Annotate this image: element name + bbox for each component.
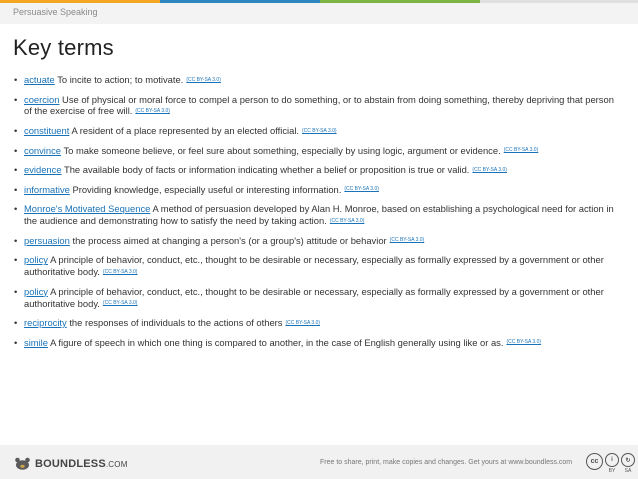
- license-link[interactable]: (CC BY-SA 3.0): [506, 339, 542, 346]
- bullet-icon: •: [14, 183, 18, 195]
- share-alike-icon: ↻: [621, 453, 635, 467]
- license-link[interactable]: (CC BY-SA 3.0): [503, 147, 539, 154]
- bullet-icon: •: [14, 164, 18, 176]
- bullet-icon: •: [14, 74, 18, 85]
- term-definition: A method of persuasion developed by Alan H. Monroe, based on establishing a psychological need for action in the audience and demonstrating how to satisfy the need by taking action.: [24, 203, 614, 227]
- term-word-link[interactable]: actuate: [24, 74, 55, 85]
- term-word-link[interactable]: policy: [24, 254, 48, 266]
- term-word-link[interactable]: coercion: [24, 93, 60, 105]
- license-link[interactable]: (CC BY-SA 3.0): [102, 268, 138, 275]
- cc-badge: [605, 453, 619, 474]
- term-item: [14, 125, 614, 137]
- bullet-icon: •: [14, 254, 18, 266]
- footer: [0, 445, 638, 479]
- cc-badge: [586, 453, 603, 470]
- boundless-bear-icon: [14, 457, 31, 470]
- cc-badge-label: SA: [624, 468, 632, 474]
- term-definition: To make someone believe, or feel sure about something, especially by using logic, argument or evidence.: [63, 144, 501, 156]
- page-title: Key terms: [13, 35, 114, 60]
- bullet-icon: •: [14, 285, 18, 297]
- accent-stripe-gray: [480, 0, 638, 3]
- term-item: [14, 145, 614, 157]
- accent-stripe-orange: [0, 0, 160, 3]
- term-definition: Use of physical or moral force to compel a person to do something, or to abstain from doing something, thereby depriving that person of the exercise of free will.: [24, 93, 614, 117]
- accent-stripe-blue: [160, 0, 320, 3]
- term-word-link[interactable]: Monroe's Motivated Sequence: [24, 203, 151, 215]
- term-word-link[interactable]: convince: [24, 144, 62, 156]
- term-item: [14, 74, 614, 86]
- term-word-link[interactable]: informative: [24, 183, 70, 195]
- cc-badge: [621, 453, 635, 474]
- bullet-icon: •: [14, 317, 18, 329]
- boundless-logo[interactable]: [14, 457, 128, 470]
- bullet-icon: •: [14, 144, 18, 156]
- creative-commons-icon: cc: [586, 453, 603, 470]
- top-bar: [0, 0, 638, 24]
- license-link[interactable]: (CC BY-SA 3.0): [344, 186, 379, 193]
- license-link[interactable]: (CC BY-SA 3.0): [389, 237, 425, 244]
- license-link[interactable]: (CC BY-SA 3.0): [329, 217, 365, 224]
- term-word-link[interactable]: persuasion: [24, 234, 70, 246]
- bullet-icon: •: [14, 234, 18, 246]
- term-item: [14, 286, 614, 310]
- term-word-link[interactable]: reciprocity: [24, 317, 67, 329]
- license-link[interactable]: (CC BY-SA 3.0): [186, 76, 221, 83]
- license-link[interactable]: (CC BY-SA 3.0): [472, 166, 507, 173]
- cc-badge-label: BY: [608, 468, 616, 474]
- cc-license-badges[interactable]: [584, 453, 635, 474]
- license-link[interactable]: (CC BY-SA 3.0): [285, 319, 321, 326]
- term-definition: the process aimed at changing a person's (or a group's) attitude or behavior: [72, 234, 387, 246]
- term-definition: A principle of behavior, conduct, etc., thought to be desirable or necessary, especially as formally expressed by a government or other authoritative body.: [24, 254, 604, 278]
- term-item: [14, 235, 614, 247]
- term-definition: A principle of behavior, conduct, etc., thought to be desirable or necessary, especially as formally expressed by a government or other authoritative body.: [24, 285, 604, 309]
- term-definition: the responses of individuals to the actions of others: [69, 317, 283, 329]
- bullet-icon: •: [14, 203, 18, 215]
- deck-title: Persuasive Speaking: [13, 7, 98, 17]
- term-item: [14, 184, 614, 196]
- term-definition: Providing knowledge, especially useful or interesting information.: [72, 183, 342, 195]
- license-link[interactable]: (CC BY-SA 3.0): [302, 127, 337, 134]
- term-word-link[interactable]: constituent: [24, 124, 70, 136]
- bullet-icon: •: [14, 336, 18, 348]
- term-word-link[interactable]: evidence: [24, 164, 62, 176]
- logo-text: BOUNDLESS.COM: [35, 457, 128, 470]
- term-word-link[interactable]: policy: [24, 285, 48, 297]
- bullet-icon: •: [14, 124, 18, 136]
- term-item: [14, 317, 614, 329]
- license-notice: Free to share, print, make copies and changes. Get yours at www.boundless.com: [320, 459, 573, 466]
- term-definition: A resident of a place represented by an elected official.: [71, 124, 300, 136]
- term-item: [14, 203, 614, 227]
- license-link[interactable]: (CC BY-SA 3.0): [102, 300, 138, 307]
- term-definition: The available body of facts or information indicating whether a belief or proposition is true or valid.: [63, 164, 470, 176]
- bullet-icon: •: [14, 93, 18, 105]
- key-terms-list: [14, 74, 614, 356]
- term-item: [14, 254, 614, 278]
- term-word-link[interactable]: simile: [24, 336, 48, 348]
- term-item: [14, 164, 614, 176]
- attribution-icon: i: [605, 453, 619, 467]
- term-definition: To incite to action; to motivate.: [57, 74, 184, 85]
- term-item: [14, 94, 614, 118]
- license-link[interactable]: (CC BY-SA 3.0): [135, 108, 170, 114]
- accent-stripe-green: [320, 0, 480, 3]
- term-item: [14, 337, 614, 349]
- term-definition: A figure of speech in which one thing is compared to another, in the case of English generally using like or as.: [50, 336, 504, 348]
